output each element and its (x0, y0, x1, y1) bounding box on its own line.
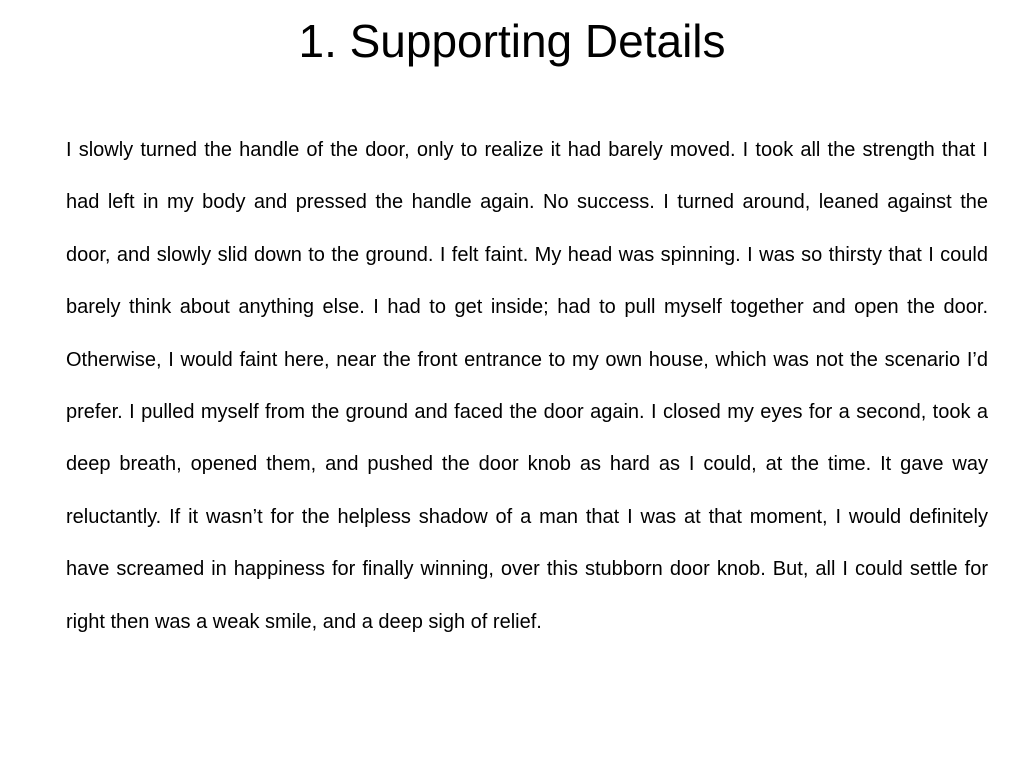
slide-title: 1. Supporting Details (298, 15, 726, 67)
slide-body-paragraph: I slowly turned the handle of the door, only to realize it had barely moved. I took all the strength that I had left in my body and pressed the handle again. No success. I turned around, leaned against the door, and slowly slid down to the ground. I felt faint. My head was spinning. I was so thirsty that I could barely think about anything else. I had to get inside; had to pull myself together and open the door. Otherwise, I would faint here, near the front entrance to my own house, which was not the scenario I’d prefer. I pulled myself from the ground and faced the door again. I closed my eyes for a second, took a deep breath, opened them, and pushed the door knob as hard as I could, at the time. It gave way reluctantly. If it wasn’t for the helpless shadow of a man that I was at that moment, I would definitely have screamed in happiness for finally winning, over this stubborn door knob. But, all I could settle for right then was a weak smile, and a deep sigh of relief. (66, 139, 988, 633)
